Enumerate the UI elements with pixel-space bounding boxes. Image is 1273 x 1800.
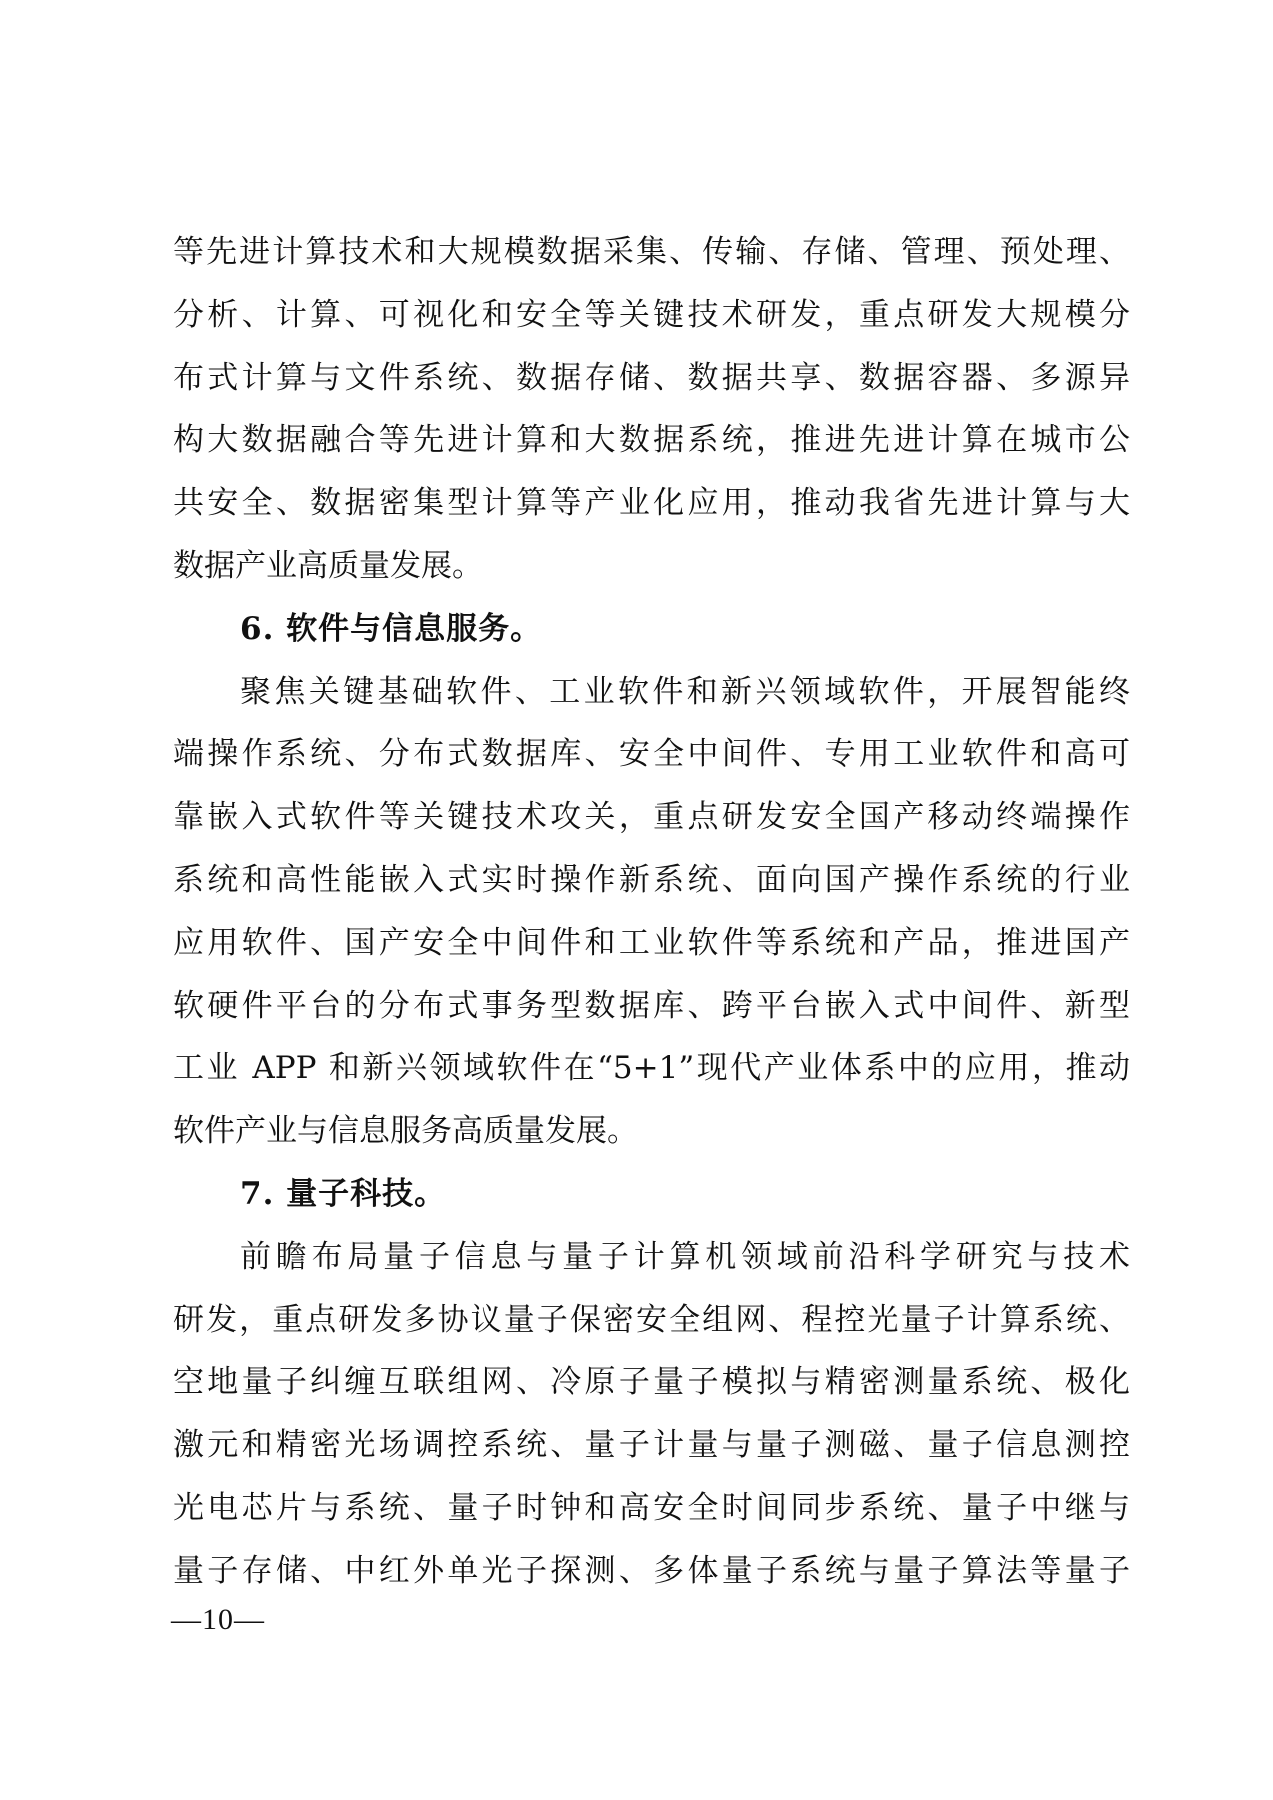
- text-line: 靠嵌入式软件等关键技术攻关，重点研发安全国产移动终端操作: [173, 799, 1130, 836]
- text-line: 共安全、数据密集型计算等产业化应用，推动我省先进计算与大: [173, 485, 1130, 522]
- text-line: 前瞻布局量子信息与量子计算机领域前沿科学研究与技术: [240, 1238, 1130, 1275]
- text-line: 软件产业与信息服务高质量发展。: [173, 1113, 638, 1150]
- paragraph-5-continued: [173, 221, 1130, 598]
- text-line: 布式计算与文件系统、数据存储、数据共享、数据容器、多源异: [173, 359, 1130, 396]
- page-number: —10—: [171, 1603, 265, 1636]
- text-line: 系统和高性能嵌入式实时操作新系统、面向国产操作系统的行业: [173, 861, 1130, 898]
- text-line: 数据产业高质量发展。: [173, 547, 483, 584]
- text-line: 量子存储、中红外单光子探测、多体量子系统与量子算法等量子: [173, 1552, 1130, 1589]
- text-line: 端操作系统、分布式数据库、安全中间件、专用工业软件和高可: [173, 736, 1130, 773]
- section-6-heading: 6. 软件与信息服务。: [240, 610, 543, 647]
- text-line: 软硬件平台的分布式事务型数据库、跨平台嵌入式中间件、新型: [173, 987, 1130, 1024]
- text-line: 研发，重点研发多协议量子保密安全组网、程控光量子计算系统、: [173, 1301, 1130, 1338]
- text-line: 构大数据融合等先进计算和大数据系统，推进先进计算在城市公: [173, 422, 1130, 459]
- section-7-heading: 7. 量子科技。: [240, 1175, 447, 1212]
- text-line: 分析、计算、可视化和安全等关键技术研发，重点研发大规模分: [173, 296, 1130, 333]
- section-6-paragraph: [173, 661, 1130, 1163]
- text-line: 工业 APP 和新兴领域软件在“5+1”现代产业体系中的应用，推动: [173, 1050, 1130, 1087]
- text-line: 光电芯片与系统、量子时钟和高安全时间同步系统、量子中继与: [173, 1489, 1130, 1526]
- text-line: 应用软件、国产安全中间件和工业软件等系统和产品，推进国产: [173, 924, 1130, 961]
- section-7-paragraph: [173, 1226, 1130, 1603]
- text-line: 等先进计算技术和大规模数据采集、传输、存储、管理、预处理、: [173, 234, 1130, 270]
- document-body: [173, 221, 1130, 1603]
- text-line: 激元和精密光场调控系统、量子计量与量子测磁、量子信息测控: [173, 1427, 1130, 1464]
- text-line: 空地量子纠缠互联组网、冷原子量子模拟与精密测量系统、极化: [173, 1364, 1130, 1401]
- text-line: 聚焦关键基础软件、工业软件和新兴领域软件，开展智能终: [240, 673, 1130, 710]
